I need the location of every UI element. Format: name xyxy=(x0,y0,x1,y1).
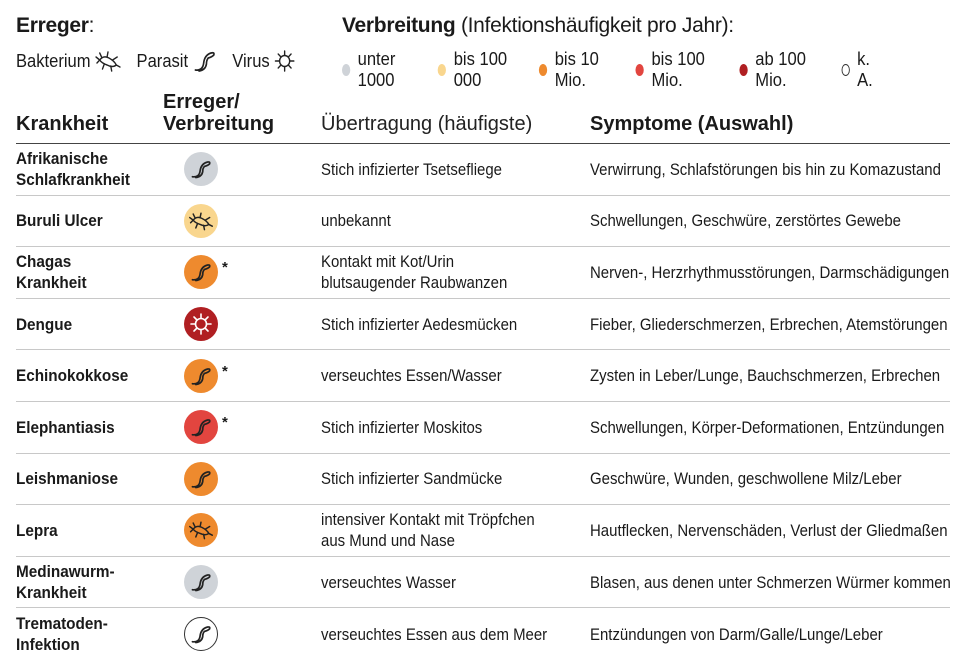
pathogen-badge xyxy=(184,307,218,341)
bacterium-icon xyxy=(188,520,214,540)
legend-item-ab-100-mio: ab 100 Mio. xyxy=(740,49,821,91)
transmission: unbekannt xyxy=(321,211,391,231)
disease-name: Dengue xyxy=(16,314,73,334)
parasite-icon xyxy=(189,158,213,180)
color-dot xyxy=(740,64,748,76)
table-row xyxy=(16,247,950,299)
legend-item-parasite: Parasit xyxy=(137,49,218,73)
color-dot xyxy=(438,64,446,76)
transmission: Kontakt mit Kot/Urin blutsaugender Raubwanzen xyxy=(321,252,508,293)
header-symptome: Symptome (Auswahl) xyxy=(590,113,794,135)
color-dot xyxy=(539,64,547,76)
legend-verbreitung-items xyxy=(342,49,901,91)
symptoms: Hautflecken, Nervenschäden, Verlust der Gliedmaßen xyxy=(590,520,948,540)
pathogen-badge xyxy=(184,462,218,496)
pathogen-badge-cell xyxy=(184,350,244,401)
legend-item-bis-100000: bis 100 000 xyxy=(438,49,518,91)
virus-icon xyxy=(189,312,213,336)
pathogen-badge-cell xyxy=(184,608,244,660)
pathogen-badge-cell xyxy=(184,247,244,298)
symptoms: Entzündungen von Darm/Galle/Lunge/Leber xyxy=(590,624,883,644)
legend-item-bis-10-mio: bis 10 Mio. xyxy=(539,49,615,91)
transmission: Stich infizierter Sandmücke xyxy=(321,469,503,489)
header-krankheit: Krankheit xyxy=(16,113,109,135)
pathogen-badge xyxy=(184,255,228,289)
parasite-icon xyxy=(189,623,213,645)
pathogen-badge-cell xyxy=(184,402,244,453)
symptoms: Schwellungen, Geschwüre, zerstörtes Gewebe xyxy=(590,211,901,231)
pathogen-badge xyxy=(184,410,228,444)
legend-erreger-items xyxy=(16,49,310,73)
parasite-icon xyxy=(189,468,213,490)
table-row xyxy=(16,505,950,557)
table-row xyxy=(16,144,950,196)
header-uebertragung: Übertragung (häufigste) xyxy=(321,113,533,135)
transmission: verseuchtes Wasser xyxy=(321,572,456,592)
pathogen-badge-cell xyxy=(184,299,244,350)
legend-item-virus: Virus xyxy=(232,49,295,73)
header-erreger: Erreger/ Verbreitung xyxy=(163,91,275,135)
table-row xyxy=(16,454,950,506)
table-row xyxy=(16,350,950,402)
pathogen-badge-cell xyxy=(184,557,244,608)
table-body xyxy=(16,144,950,660)
pathogen-badge xyxy=(184,204,218,238)
legend-item-k-a: k. A. xyxy=(841,49,880,91)
pathogen-badge xyxy=(184,513,218,547)
footnote-star: * xyxy=(222,259,228,277)
symptoms: Fieber, Gliederschmerzen, Erbrechen, Atemstörungen xyxy=(590,314,948,334)
symptoms: Geschwüre, Wunden, geschwollene Milz/Leber xyxy=(590,469,902,489)
legend-erreger-title: Erreger: xyxy=(16,14,95,37)
symptoms: Nerven-, Herzrhythmusstörungen, Darmschädigungen xyxy=(590,262,950,282)
pathogen-badge xyxy=(184,359,228,393)
color-dot xyxy=(841,64,849,76)
parasite-icon xyxy=(192,49,218,73)
table-row xyxy=(16,608,950,660)
disease-name: Echinokokkose xyxy=(16,366,129,386)
symptoms: Zysten in Leber/Lunge, Bauchschmerzen, Erbrechen xyxy=(590,366,941,386)
pathogen-badge xyxy=(184,565,218,599)
pathogen-badge-cell xyxy=(184,505,244,556)
parasite-icon xyxy=(189,416,213,438)
disease-name: Leishmaniose xyxy=(16,469,119,489)
transmission: verseuchtes Essen aus dem Meer xyxy=(321,624,548,644)
table-row xyxy=(16,557,950,609)
table-row xyxy=(16,402,950,454)
disease-name: Buruli Ulcer xyxy=(16,211,103,231)
disease-name: Elephantiasis xyxy=(16,417,115,437)
pathogen-badge xyxy=(184,152,218,186)
transmission: intensiver Kontakt mit Tröpfchen aus Mund und Nase xyxy=(321,510,535,551)
parasite-icon xyxy=(189,571,213,593)
disease-name: Trematoden- Infektion xyxy=(16,614,108,655)
virus-icon xyxy=(273,49,295,73)
bacterium-icon xyxy=(188,211,214,231)
symptoms: Blasen, aus denen unter Schmerzen Würmer kommen xyxy=(590,572,951,592)
legend-item-unter-1000: unter 1000 xyxy=(342,49,417,91)
disease-table xyxy=(16,88,950,660)
bacterium-icon xyxy=(94,50,122,72)
transmission: verseuchtes Essen/Wasser xyxy=(321,366,502,386)
pathogen-badge-cell xyxy=(184,196,244,247)
footnote-star: * xyxy=(222,362,228,380)
legend-verbreitung-title: Verbreitung (Infektionshäufigkeit pro Jahr): xyxy=(342,14,734,37)
table-row xyxy=(16,196,950,248)
color-dot xyxy=(342,64,350,76)
disease-name: Afrikanische Schlafkrankheit xyxy=(16,149,130,190)
legend xyxy=(16,14,950,90)
disease-name: Chagas Krankheit xyxy=(16,252,87,293)
transmission: Stich infizierter Aedesmücken xyxy=(321,314,518,334)
disease-name: Lepra xyxy=(16,520,58,540)
parasite-icon xyxy=(189,365,213,387)
color-dot xyxy=(636,64,644,76)
symptoms: Schwellungen, Körper-Deformationen, Entzündungen xyxy=(590,417,945,437)
pathogen-badge-cell xyxy=(184,144,244,195)
pathogen-badge-cell xyxy=(184,454,244,505)
legend-item-bacterium: Bakterium xyxy=(16,50,122,72)
parasite-icon xyxy=(189,261,213,283)
legend-item-bis-100-mio: bis 100 Mio. xyxy=(636,49,719,91)
table-header xyxy=(16,88,950,144)
symptoms: Verwirrung, Schlafstörungen bis hin zu Komazustand xyxy=(590,159,941,179)
table-row xyxy=(16,299,950,351)
footnote-star: * xyxy=(222,414,228,432)
pathogen-badge xyxy=(184,617,218,651)
disease-name: Medinawurm- Krankheit xyxy=(16,562,115,603)
transmission: Stich infizierter Moskitos xyxy=(321,417,483,437)
transmission: Stich infizierter Tsetsefliege xyxy=(321,159,502,179)
